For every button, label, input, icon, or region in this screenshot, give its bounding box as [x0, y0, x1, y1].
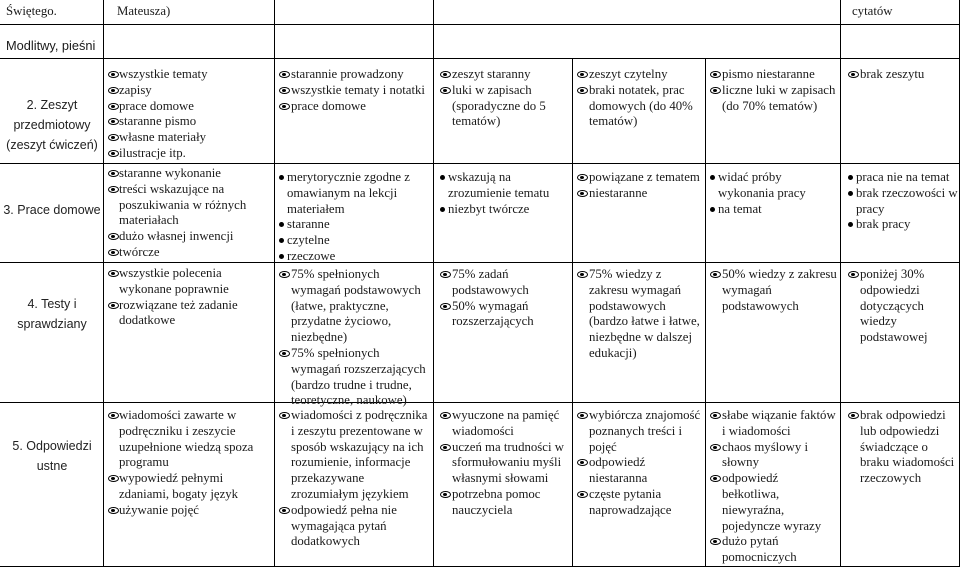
list-item: prace domowe — [108, 99, 272, 115]
list-item: wiadomości z podręcznika i zeszytu prezentowane w sposób wskazujący na ich rozumienie, informacje przekazywane zrozumiałym językiem — [279, 408, 431, 503]
list-item: 75% spełnionych wymagań rozszerzających (bardzo trudne i trudne, teoretyczne, naukowe) — [279, 346, 431, 409]
cell-prace-niedostateczny — [848, 170, 958, 233]
list-item: czytelne — [279, 233, 431, 249]
grid-line — [0, 163, 960, 164]
list-item: słabe wiązanie faktów i wiadomości — [710, 408, 838, 440]
list-item: własne materiały — [108, 130, 272, 146]
cell-odpowiedzi-dobry — [440, 408, 570, 519]
list-item: staranne pismo — [108, 114, 272, 130]
list-item: wszystkie tematy i notatki — [279, 83, 431, 99]
header-cell-7: cytatów — [852, 4, 893, 18]
list-item: rozwiązane też zadanie dodatkowe — [108, 298, 272, 330]
grid-line — [433, 0, 434, 567]
list-item: zapisy — [108, 83, 272, 99]
list-item: luki w zapisach (sporadyczne do 5 tematów) — [440, 83, 570, 130]
cell-prace-dobry — [440, 170, 570, 217]
cell-testy-celujacy — [108, 266, 272, 329]
list-item: 75% spełnionych wymagań podstawowych (łatwe, praktyczne, przydatne życiowo, niezbędne) — [279, 267, 431, 346]
row-label-prace-domowe: 3. Prace domowe — [3, 203, 101, 217]
cell-testy-dobry — [440, 267, 570, 330]
cell-testy-niedostateczny — [848, 267, 958, 346]
row-label-testy: 4. Testy i sprawdziany — [17, 297, 87, 331]
header-cell-1: Mateusza) — [117, 4, 171, 18]
list-item: wybiórcza znajomość poznanych treści i pojęć — [577, 408, 703, 455]
cell-zeszyt-niedostateczny — [848, 67, 958, 83]
header-cell-0b: Modlitwy, pieśni — [6, 38, 96, 53]
list-item: chaos myślowy i słowny — [710, 440, 838, 472]
cell-prace-bardzo-dobry — [279, 170, 431, 265]
list-item: praca nie na temat — [848, 170, 958, 186]
grid-line — [103, 0, 104, 567]
cell-odpowiedzi-dopuszczajacy — [710, 408, 838, 566]
list-item: na temat — [710, 202, 838, 218]
cell-zeszyt-dopuszczajacy — [710, 67, 838, 114]
list-item: brak zeszytu — [848, 67, 958, 83]
grid-line — [840, 0, 841, 567]
list-item: merytorycznie zgodne z omawianym na lekcji materiałem — [279, 170, 431, 217]
list-item: ilustracje itp. — [108, 146, 272, 162]
list-item: niestaranne — [577, 186, 703, 202]
list-item: widać próby wykonania pracy — [710, 170, 838, 202]
list-item: 50% wiedzy z zakresu wymagań podstawowych — [710, 267, 838, 314]
grid-line — [0, 262, 960, 263]
list-item: brak pracy — [848, 217, 958, 233]
list-item: 50% wymagań rozszerzających — [440, 299, 570, 331]
list-item: braki notatek, prac domowych (do 40% tematów) — [577, 83, 703, 130]
list-item: zeszyt czytelny — [577, 67, 703, 83]
list-item: odpowiedź niestaranna — [577, 455, 703, 487]
list-item: liczne luki w zapisach (do 70% tematów) — [710, 83, 838, 115]
list-item: 75% zadań podstawowych — [440, 267, 570, 299]
grid-line — [0, 24, 960, 25]
row-label-zeszyt: 2. Zeszyt przedmiotowy (zeszyt ćwiczeń) — [6, 98, 98, 152]
list-item: brak rzeczowości w pracy — [848, 186, 958, 218]
list-item: starannie prowadzony — [279, 67, 431, 83]
cell-zeszyt-bardzo-dobry — [279, 67, 431, 114]
grid-line — [274, 0, 275, 567]
list-item: powiązane z tematem — [577, 170, 703, 186]
list-item: twórcze — [108, 245, 272, 261]
list-item: wszystkie tematy — [108, 67, 272, 83]
list-item: rzeczowe — [279, 249, 431, 265]
list-item: potrzebna pomoc nauczyciela — [440, 487, 570, 519]
list-item: dużo pytań pomocniczych — [710, 534, 838, 566]
list-item: prace domowe — [279, 99, 431, 115]
list-item: wskazują na zrozumienie tematu — [440, 170, 570, 202]
cell-odpowiedzi-dostateczny — [577, 408, 703, 519]
list-item: odpowiedź pełna nie wymagająca pytań dodatkowych — [279, 503, 431, 550]
list-item: dużo własnej inwencji — [108, 229, 272, 245]
list-item: pismo niestaranne — [710, 67, 838, 83]
list-item: staranne — [279, 217, 431, 233]
list-item: uczeń ma trudności w sformułowaniu myśli własnymi słowami — [440, 440, 570, 487]
grid-line — [0, 402, 960, 403]
list-item: poniżej 30% odpowiedzi dotyczących wiedzy podstawowej — [848, 267, 958, 346]
list-item: treści wskazujące na poszukiwania w różnych materiałach — [108, 182, 272, 229]
cell-testy-dostateczny — [577, 267, 703, 362]
list-item: 75% wiedzy z zakresu wymagań podstawowych (bardzo łatwe i łatwe, niezbędne w dalszej edukacji) — [577, 267, 703, 362]
cell-odpowiedzi-niedostateczny — [848, 408, 958, 487]
cell-prace-dopuszczajacy — [710, 170, 838, 217]
cell-odpowiedzi-bardzo-dobry — [279, 408, 431, 550]
list-item: niezbyt twórcze — [440, 202, 570, 218]
cell-zeszyt-dobry — [440, 67, 570, 130]
list-item: brak odpowiedzi lub odpowiedzi świadczące o braku wiadomości rzeczowych — [848, 408, 958, 487]
grid-line — [705, 58, 706, 567]
cell-prace-dostateczny — [577, 170, 703, 202]
cell-zeszyt-dostateczny — [577, 67, 703, 130]
list-item: staranne wykonanie — [108, 166, 272, 182]
list-item: wszystkie polecenia wykonane poprawnie — [108, 266, 272, 298]
list-item: odpowiedź bełkotliwa, niewyraźna, pojedyncze wyrazy — [710, 471, 838, 534]
list-item: częste pytania naprowadzające — [577, 487, 703, 519]
cell-prace-celujacy — [108, 166, 272, 261]
cell-zeszyt-celujacy — [108, 67, 272, 162]
grid-line — [0, 58, 960, 59]
list-item: wyuczone na pamięć wiadomości — [440, 408, 570, 440]
row-label-odpowiedzi: 5. Odpowiedzi ustne — [12, 439, 92, 473]
list-item: wypowiedź pełnymi zdaniami, bogaty język — [108, 471, 272, 503]
list-item: zeszyt staranny — [440, 67, 570, 83]
list-item: używanie pojęć — [108, 503, 272, 519]
list-item: wiadomości zawarte w podręczniku i zeszycie uzupełnione wiedzą spoza programu — [108, 408, 272, 471]
grid-line — [572, 58, 573, 567]
cell-testy-dopuszczajacy — [710, 267, 838, 314]
cell-testy-bardzo-dobry — [279, 267, 431, 409]
cell-odpowiedzi-celujacy — [108, 408, 272, 519]
header-cell-0: Świętego. — [6, 4, 57, 18]
